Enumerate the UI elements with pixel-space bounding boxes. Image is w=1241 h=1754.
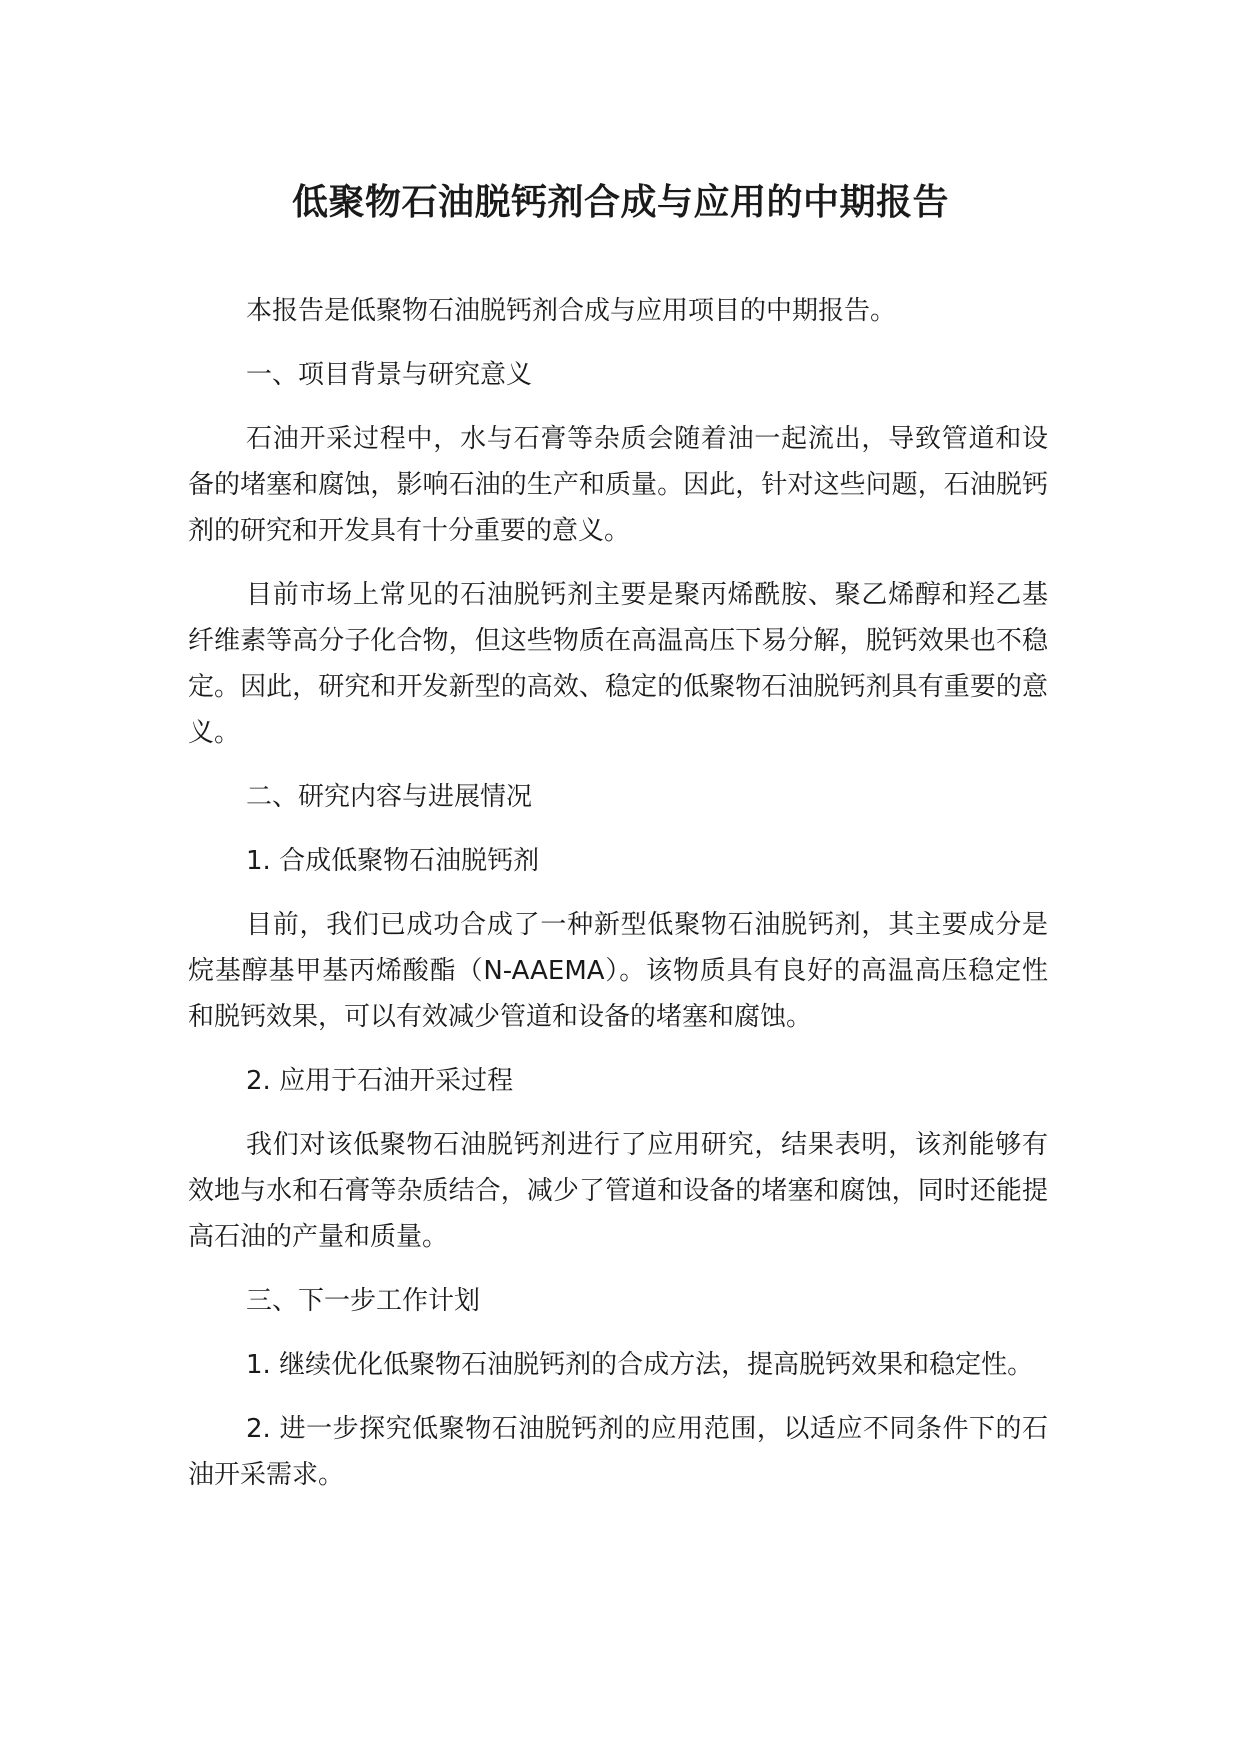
section-heading-progress: 二、研究内容与进展情况 (246, 782, 533, 812)
synthesis-paragraph: 目前，我们已成功合成了一种新型低聚物石油脱钙剂，其主要成分是烷基醇基甲基丙烯酸酯（N-AAEMA）。该物质具有良好的高温高压稳定性和脱钙效果，可以有效减少管道和设备的堵塞和腐蚀。 (188, 910, 1048, 1032)
subheading-application: 2. 应用于石油开采过程 (246, 1066, 514, 1096)
application-paragraph: 我们对该低聚物石油脱钙剂进行了应用研究，结果表明，该剂能够有效地与水和石膏等杂质结合，减少了管道和设备的堵塞和腐蚀，同时还能提高石油的产量和质量。 (188, 1130, 1048, 1252)
section-heading-plan: 三、下一步工作计划 (246, 1286, 481, 1316)
background-paragraph-2: 目前市场上常见的石油脱钙剂主要是聚丙烯酰胺、聚乙烯醇和羟乙基纤维素等高分子化合物，但这些物质在高温高压下易分解，脱钙效果也不稳定。因此，研究和开发新型的高效、稳定的低聚物石油脱钙剂具有重要的意义。 (188, 580, 1048, 748)
document-body (188, 288, 1048, 1516)
background-paragraph-1: 石油开采过程中，水与石膏等杂质会随着油一起流出，导致管道和设备的堵塞和腐蚀，影响石油的生产和质量。因此，针对这些问题，石油脱钙剂的研究和开发具有十分重要的意义。 (188, 424, 1048, 546)
document-title: 低聚物石油脱钙剂合成与应用的中期报告 (291, 182, 949, 223)
subheading-synthesis: 1. 合成低聚物石油脱钙剂 (246, 846, 540, 876)
plan-item-2: 2. 进一步探究低聚物石油脱钙剂的应用范围，以适应不同条件下的石油开采需求。 (188, 1414, 1048, 1490)
section-heading-background: 一、项目背景与研究意义 (246, 360, 533, 390)
intro-paragraph: 本报告是低聚物石油脱钙剂合成与应用项目的中期报告。 (246, 296, 897, 326)
plan-item-1: 1. 继续优化低聚物石油脱钙剂的合成方法，提高脱钙效果和稳定性。 (246, 1350, 1034, 1380)
